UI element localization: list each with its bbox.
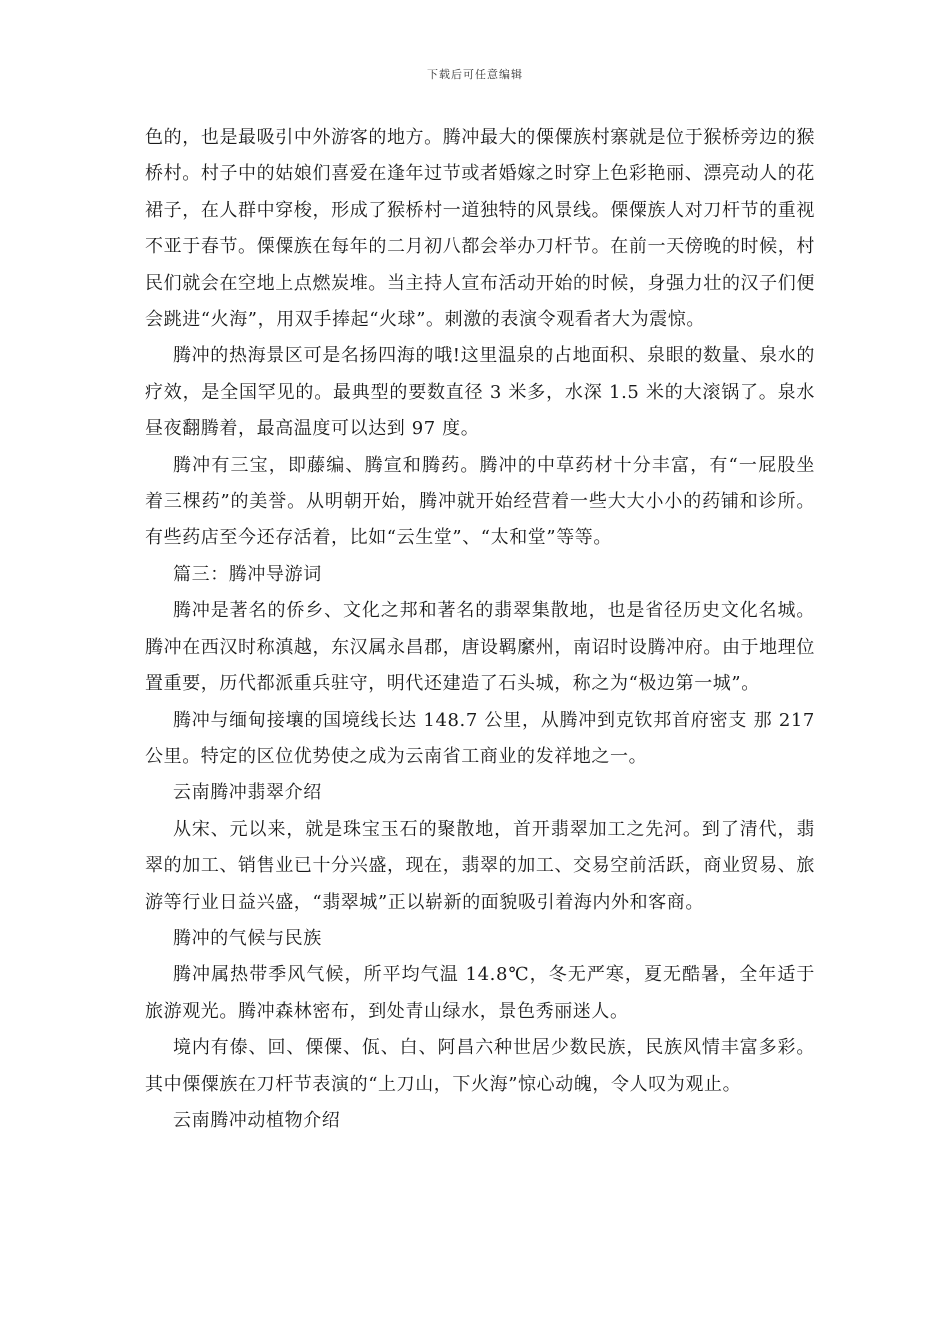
document-body — [145, 120, 815, 1139]
paragraph: 色的，也是最吸引中外游客的地方。腾冲最大的傈僳族村寨就是位于猴桥旁边的猴桥村。村子中的姑娘们喜爱在逢年过节或者婚嫁之时穿上色彩艳丽、漂亮动人的花裙子，在人群中穿梭，形成了猴桥村一道独特的风景线。傈僳族人对刀杆节的重视不亚于春节。傈僳族在每年的二月初八都会举办刀杆节。在前一天傍晚的时候，村民们就会在空地上点燃炭堆。当主持人宣布活动开始的时候，身强力壮的汉子们便会跳进“火海”，用双手捧起“火球”。刺激的表演令观看者大为震惊。 — [145, 127, 815, 331]
section-heading: 云南腾冲翡翠介绍 — [173, 782, 322, 804]
paragraph: 腾冲属热带季风气候，所平均气温 14.8℃，冬无严寒，夏无酷暑，全年适于旅游观光。腾冲森林密布，到处青山绿水，景色秀丽迷人。 — [145, 964, 815, 1022]
paragraph: 腾冲是著名的侨乡、文化之邦和著名的翡翠集散地，也是省径历史文化名城。腾冲在西汉时称滇越，东汉属永昌郡，唐设羁縻州，南诏时设腾冲府。由于地理位置重要，历代都派重兵驻守，明代还建造了石头城，称之为“极边第一城”。 — [145, 600, 815, 695]
section-heading: 篇三：腾冲导游词 — [173, 563, 322, 585]
paragraph: 境内有傣、回、傈僳、佤、白、阿昌六种世居少数民族，民族风情丰富多彩。其中傈僳族在刀杆节表演的“上刀山，下火海”惊心动魄，令人叹为观止。 — [145, 1037, 815, 1095]
paragraph: 腾冲的热海景区可是名扬四海的哦!这里温泉的占地面积、泉眼的数量、泉水的疗效，是全国罕见的。最典型的要数直径 3 米多，水深 1.5 米的大滚锅了。泉水昼夜翻腾着，最高温度可以达到 97 度。 — [145, 345, 815, 440]
paragraph: 腾冲有三宝，即藤编、腾宣和腾药。腾冲的中草药材十分丰富，有“一屁股坐着三棵药”的美誉。从明朝开始，腾冲就开始经营着一些大大小小的药铺和诊所。有些药店至今还存活着，比如“云生堂”、“太和堂”等等。 — [145, 454, 815, 549]
paragraph: 从宋、元以来，就是珠宝玉石的聚散地，首开翡翠加工之先河。到了清代，翡翠的加工、销售业已十分兴盛，现在，翡翠的加工、交易空前活跃，商业贸易、旅游等行业日益兴盛，“翡翠城”正以崭新的面貌吸引着海内外和客商。 — [145, 818, 815, 913]
page-header: 下载后可任意编辑 — [427, 68, 523, 81]
section-heading: 云南腾冲动植物介绍 — [173, 1109, 341, 1131]
section-heading: 腾冲的气候与民族 — [173, 927, 322, 949]
paragraph: 腾冲与缅甸接壤的国境线长达 148.7 公里，从腾冲到克钦邦首府密支 那 217 公里。特定的区位优势使之成为云南省工商业的发祥地之一。 — [145, 709, 815, 767]
